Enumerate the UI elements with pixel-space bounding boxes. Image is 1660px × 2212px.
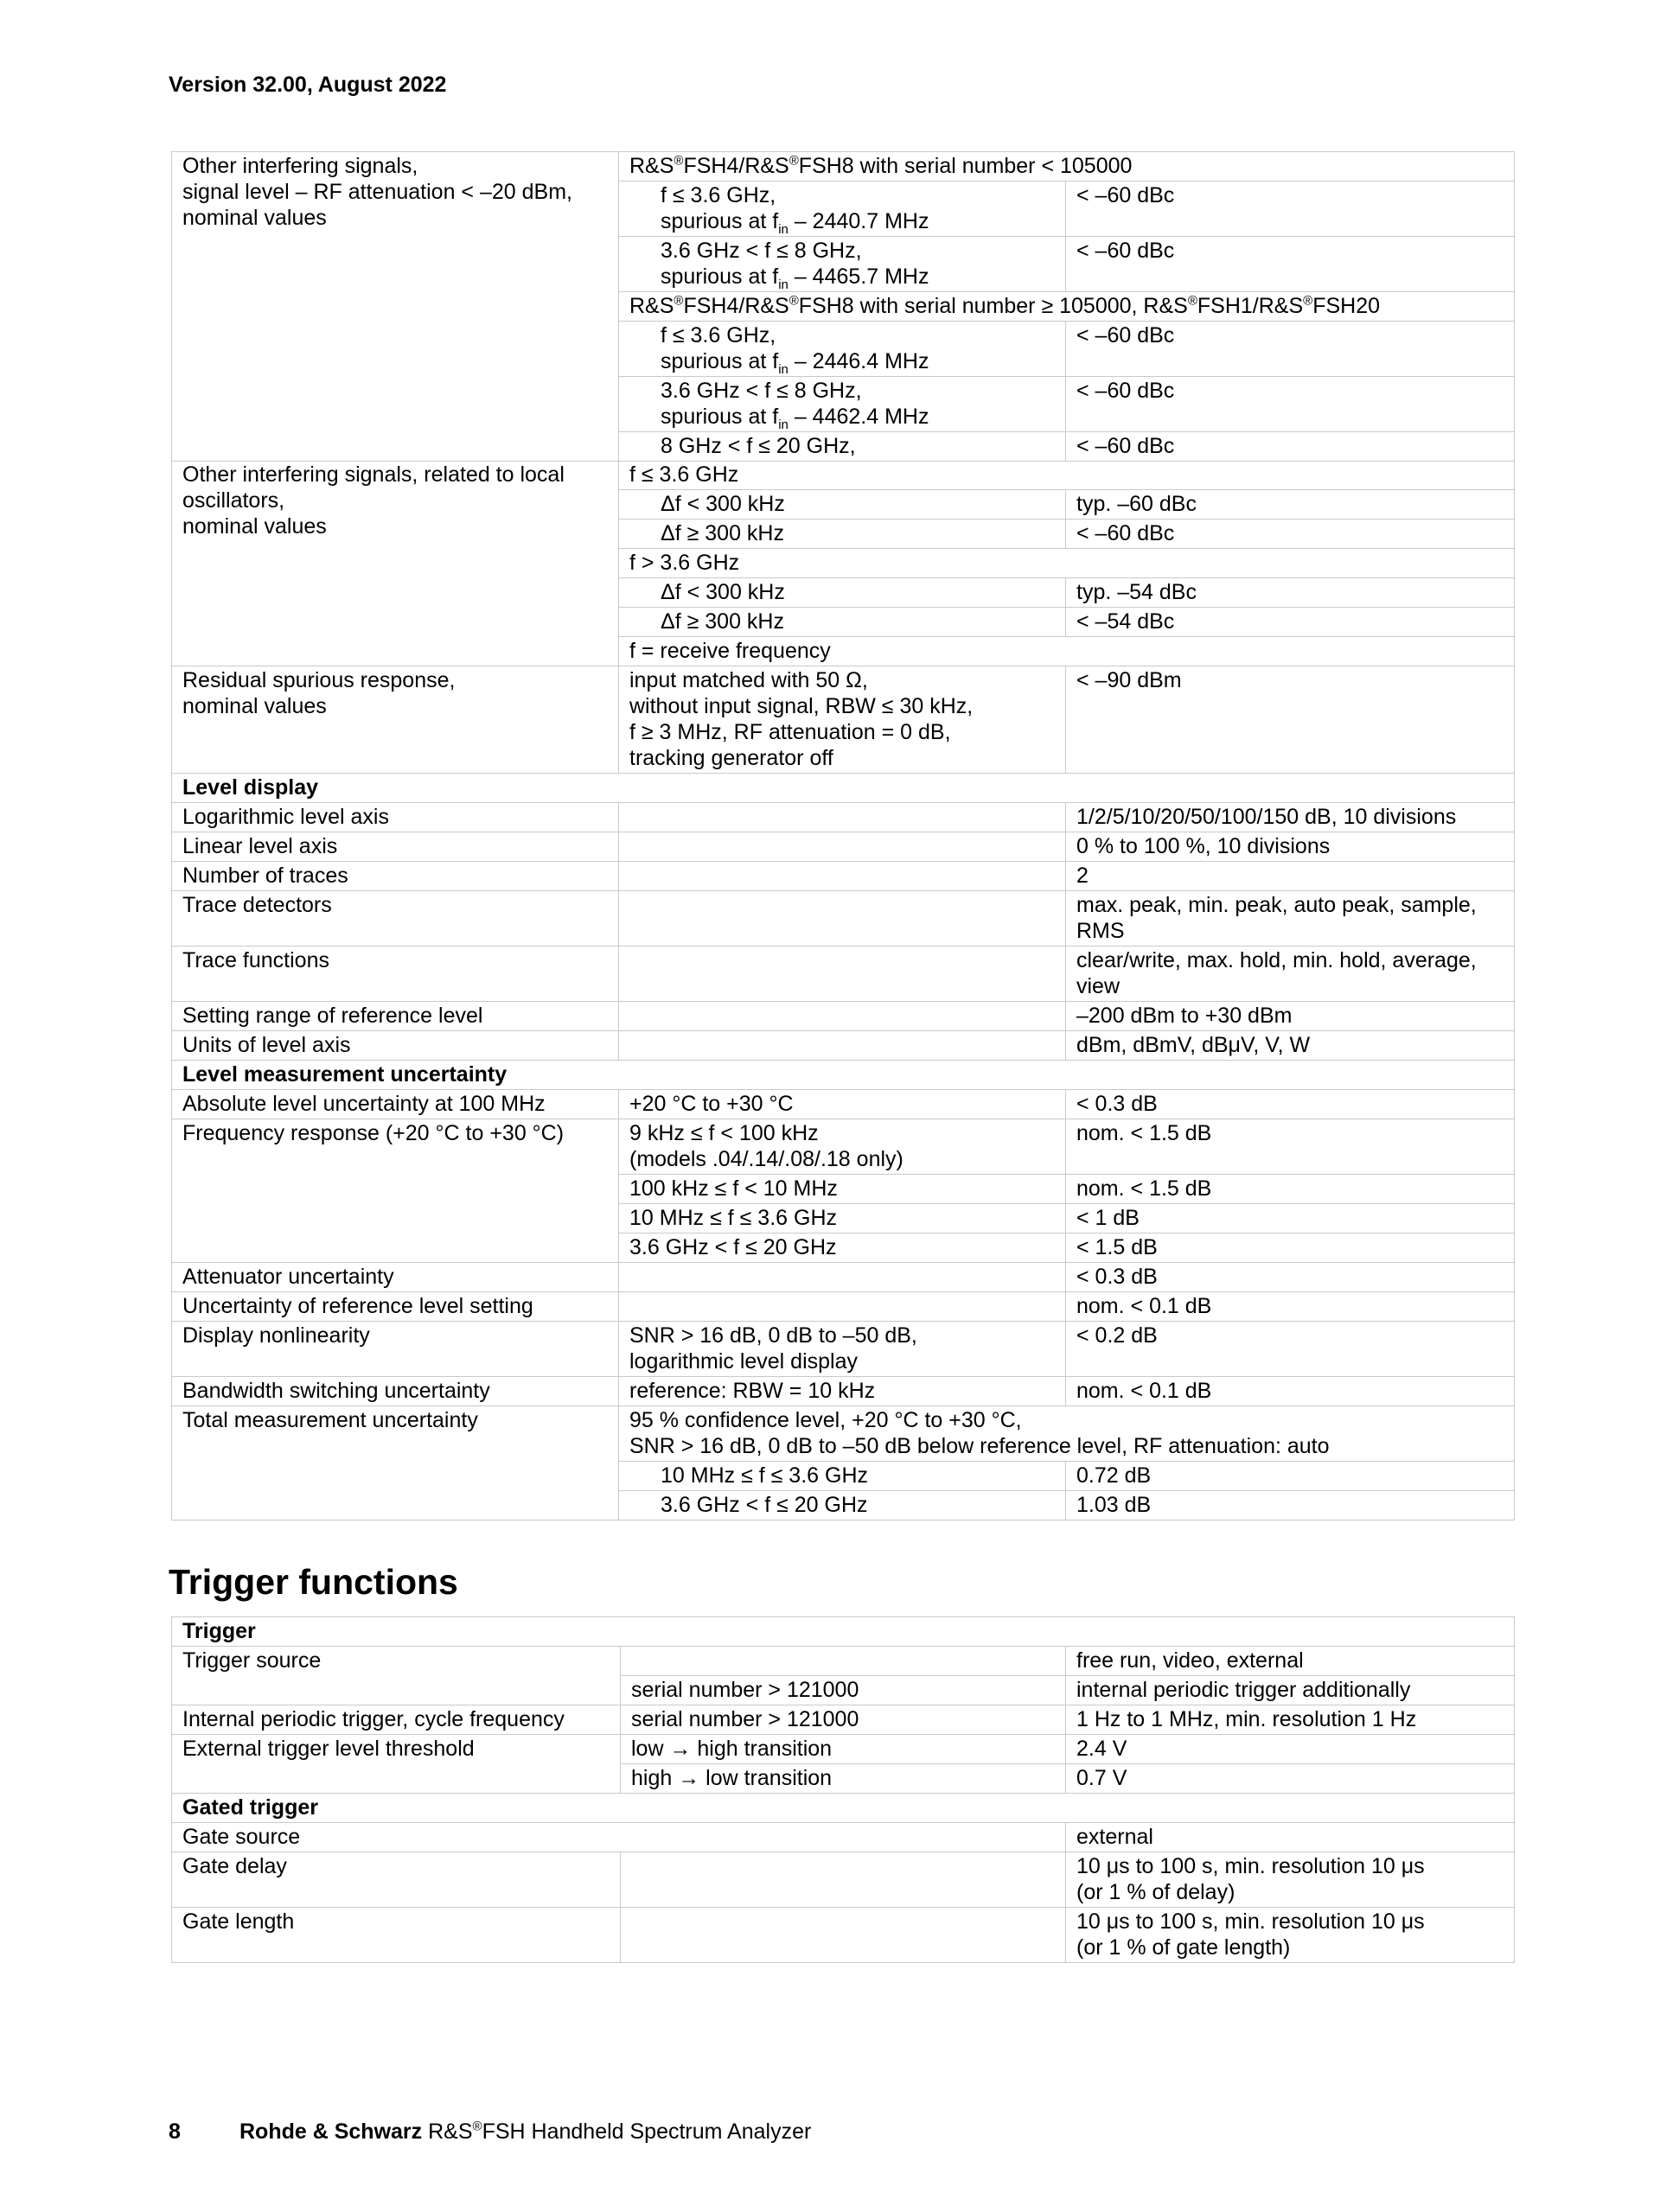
value-cell: free run, video, external — [1066, 1647, 1515, 1676]
group-header: R&S®FSH4/R&S®FSH8 with serial number < 105000 — [619, 152, 1515, 182]
param-cell: Internal periodic trigger, cycle frequency — [172, 1705, 621, 1735]
value-cell: internal periodic trigger additionally — [1066, 1676, 1515, 1705]
value-cell: < –60 dBc — [1066, 182, 1515, 237]
value-cell: 10 μs to 100 s, min. resolution 10 μs (or 1 % of delay) — [1066, 1852, 1515, 1908]
value-cell: max. peak, min. peak, auto peak, sample, RMS — [1066, 891, 1515, 947]
cond-cell — [621, 1647, 1066, 1676]
value-cell: < –60 dBc — [1066, 237, 1515, 292]
param-cell: Uncertainty of reference level setting — [172, 1292, 619, 1322]
param-cell: Residual spurious response, nominal values — [172, 666, 619, 774]
param-cell: External trigger level threshold — [172, 1735, 621, 1794]
cond-cell: f ≤ 3.6 GHz, spurious at $f_{in} - 2446.4$ MHz — [619, 322, 1066, 377]
param-cell: Linear level axis — [172, 832, 619, 862]
value-cell: 0.72 dB — [1066, 1462, 1515, 1491]
value-cell: < –60 dBc — [1066, 432, 1515, 462]
value-cell: typ. –54 dBc — [1066, 578, 1515, 608]
spec-table-level-cont — [171, 461, 1515, 1520]
cond-cell: serial number > 121000 — [621, 1676, 1066, 1705]
value-cell: 0.7 V — [1066, 1764, 1515, 1794]
page-footer — [169, 2120, 811, 2145]
cond-cell: 3.6 GHz < f ≤ 20 GHz — [619, 1491, 1066, 1520]
cond-cell — [619, 947, 1066, 1002]
page-number: 8 — [169, 2120, 181, 2144]
cond-cell — [621, 1908, 1066, 1963]
cond-cell: SNR > 16 dB, 0 dB to –50 dB, logarithmic level display — [619, 1322, 1066, 1377]
value-cell: nom. < 0.1 dB — [1066, 1292, 1515, 1322]
value-cell: < –60 dBc — [1066, 322, 1515, 377]
cond-cell — [619, 1292, 1066, 1322]
value-cell: 2.4 V — [1066, 1735, 1515, 1764]
cond-cell: Δf < 300 kHz — [619, 578, 1066, 608]
section-heading: Trigger functions — [169, 1562, 458, 1602]
value-cell: 1.03 dB — [1066, 1491, 1515, 1520]
sub-header: f ≤ 3.6 GHz — [619, 461, 1515, 490]
value-cell: clear/write, max. hold, min. hold, average, view — [1066, 947, 1515, 1002]
value-cell: 1/2/5/10/20/50/100/150 dB, 10 divisions — [1066, 803, 1515, 832]
cond-cell: f ≤ 3.6 GHz, spurious at $f_{in} - 2440.7$ MHz — [619, 182, 1066, 237]
cond-cell: input matched with 50 Ω, without input signal, RBW ≤ 30 kHz, f ≥ 3 MHz, RF attenuation = 0 dB, tracking generator off — [619, 666, 1066, 774]
value-cell: < –60 dBc — [1066, 520, 1515, 549]
cond-cell — [619, 803, 1066, 832]
value-cell: < –60 dBc — [1066, 377, 1515, 432]
value-cell: < –90 dBm — [1066, 666, 1515, 774]
cond-cell: Δf < 300 kHz — [619, 490, 1066, 520]
value-cell: typ. –60 dBc — [1066, 490, 1515, 520]
cond-cell — [619, 1031, 1066, 1061]
cond-cell: high → low transition — [621, 1764, 1066, 1794]
param-cell: Setting range of reference level — [172, 1002, 619, 1031]
param-cell: Gate delay — [172, 1852, 621, 1908]
section-row-gated-trigger: Gated trigger — [172, 1794, 1515, 1823]
section-row-trigger: Trigger — [172, 1617, 1515, 1647]
note-cell: f = receive frequency — [619, 637, 1515, 666]
value-cell: 0 % to 100 %, 10 divisions — [1066, 832, 1515, 862]
param-cell: Logarithmic level axis — [172, 803, 619, 832]
value-cell: < 0.2 dB — [1066, 1322, 1515, 1377]
footer-brand: Rohde & Schwarz — [239, 2120, 423, 2144]
value-cell: nom. < 0.1 dB — [1066, 1377, 1515, 1406]
value-cell: 10 μs to 100 s, min. resolution 10 μs (or 1 % of gate length) — [1066, 1908, 1515, 1963]
param-cell: Trace functions — [172, 947, 619, 1002]
cond-cell: low → high transition — [621, 1735, 1066, 1764]
cond-cell — [619, 1263, 1066, 1292]
cond-cell — [619, 1002, 1066, 1031]
param-cell: Trigger source — [172, 1647, 621, 1705]
cond-cell — [619, 862, 1066, 891]
value-cell: dBm, dBmV, dBμV, V, W — [1066, 1031, 1515, 1061]
value-cell: nom. < 1.5 dB — [1066, 1119, 1515, 1175]
cond-cell: 9 kHz ≤ f < 100 kHz (models .04/.14/.08/.18 only) — [619, 1119, 1066, 1175]
sub-header: f > 3.6 GHz — [619, 549, 1515, 578]
cond-cell: +20 °C to +30 °C — [619, 1090, 1066, 1119]
param-cell: Other interfering signals, signal level – RF attenuation < –20 dBm, nominal values — [172, 152, 619, 462]
cond-cell: 3.6 GHz < f ≤ 8 GHz, spurious at $f_{in} - 4462.4$ MHz — [619, 377, 1066, 432]
value-cell: nom. < 1.5 dB — [1066, 1175, 1515, 1204]
cond-cell — [619, 832, 1066, 862]
section-row-level-display: Level display — [172, 774, 1515, 803]
value-cell: < 0.3 dB — [1066, 1090, 1515, 1119]
value-cell: < 1 dB — [1066, 1204, 1515, 1233]
cond-cell: 3.6 GHz < f ≤ 8 GHz, spurious at $f_{in} - 4465.7$ MHz — [619, 237, 1066, 292]
value-cell: –200 dBm to +30 dBm — [1066, 1002, 1515, 1031]
param-cell: Absolute level uncertainty at 100 MHz — [172, 1090, 619, 1119]
cond-cell: 95 % confidence level, +20 °C to +30 °C, SNR > 16 dB, 0 dB to –50 dB below reference level, RF attenuation: auto — [619, 1406, 1515, 1462]
param-cell: Gate length — [172, 1908, 621, 1963]
section-row-uncertainty: Level measurement uncertainty — [172, 1061, 1515, 1090]
cond-cell: 8 GHz < f ≤ 20 GHz, — [619, 432, 1066, 462]
value-cell: external — [1066, 1823, 1515, 1852]
param-cell: Units of level axis — [172, 1031, 619, 1061]
value-cell: 2 — [1066, 862, 1515, 891]
cond-cell: 10 MHz ≤ f ≤ 3.6 GHz — [619, 1462, 1066, 1491]
version-header: Version 32.00, August 2022 — [169, 73, 447, 97]
group-header: R&S®FSH4/R&S®FSH8 with serial number ≥ 105000, R&S®FSH1/R&S®FSH20 — [619, 292, 1515, 322]
cond-cell: 10 MHz ≤ f ≤ 3.6 GHz — [619, 1204, 1066, 1233]
param-cell: Other interfering signals, related to local oscillators, nominal values — [172, 461, 619, 666]
cond-cell: reference: RBW = 10 kHz — [619, 1377, 1066, 1406]
param-cell: Bandwidth switching uncertainty — [172, 1377, 619, 1406]
value-cell: < 0.3 dB — [1066, 1263, 1515, 1292]
param-cell: Total measurement uncertainty — [172, 1406, 619, 1520]
param-cell: Attenuator uncertainty — [172, 1263, 619, 1292]
value-cell: < 1.5 dB — [1066, 1233, 1515, 1263]
value-cell: 1 Hz to 1 MHz, min. resolution 1 Hz — [1066, 1705, 1515, 1735]
cond-cell: 3.6 GHz < f ≤ 20 GHz — [619, 1233, 1066, 1263]
spec-table-level — [171, 151, 1515, 462]
param-cell: Trace detectors — [172, 891, 619, 947]
spec-table-trigger — [171, 1616, 1515, 1963]
value-cell: < –54 dBc — [1066, 608, 1515, 637]
cond-cell: 100 kHz ≤ f < 10 MHz — [619, 1175, 1066, 1204]
cond-cell — [619, 891, 1066, 947]
cond-cell: Δf ≥ 300 kHz — [619, 520, 1066, 549]
footer-product: R&S®FSH Handheld Spectrum Analyzer — [428, 2119, 812, 2144]
param-cell: Display nonlinearity — [172, 1322, 619, 1377]
param-cell: Frequency response (+20 °C to +30 °C) — [172, 1119, 619, 1263]
cond-cell: Δf ≥ 300 kHz — [619, 608, 1066, 637]
param-cell: Gate source — [172, 1823, 1066, 1852]
cond-cell — [621, 1852, 1066, 1908]
cond-cell: serial number > 121000 — [621, 1705, 1066, 1735]
param-cell: Number of traces — [172, 862, 619, 891]
